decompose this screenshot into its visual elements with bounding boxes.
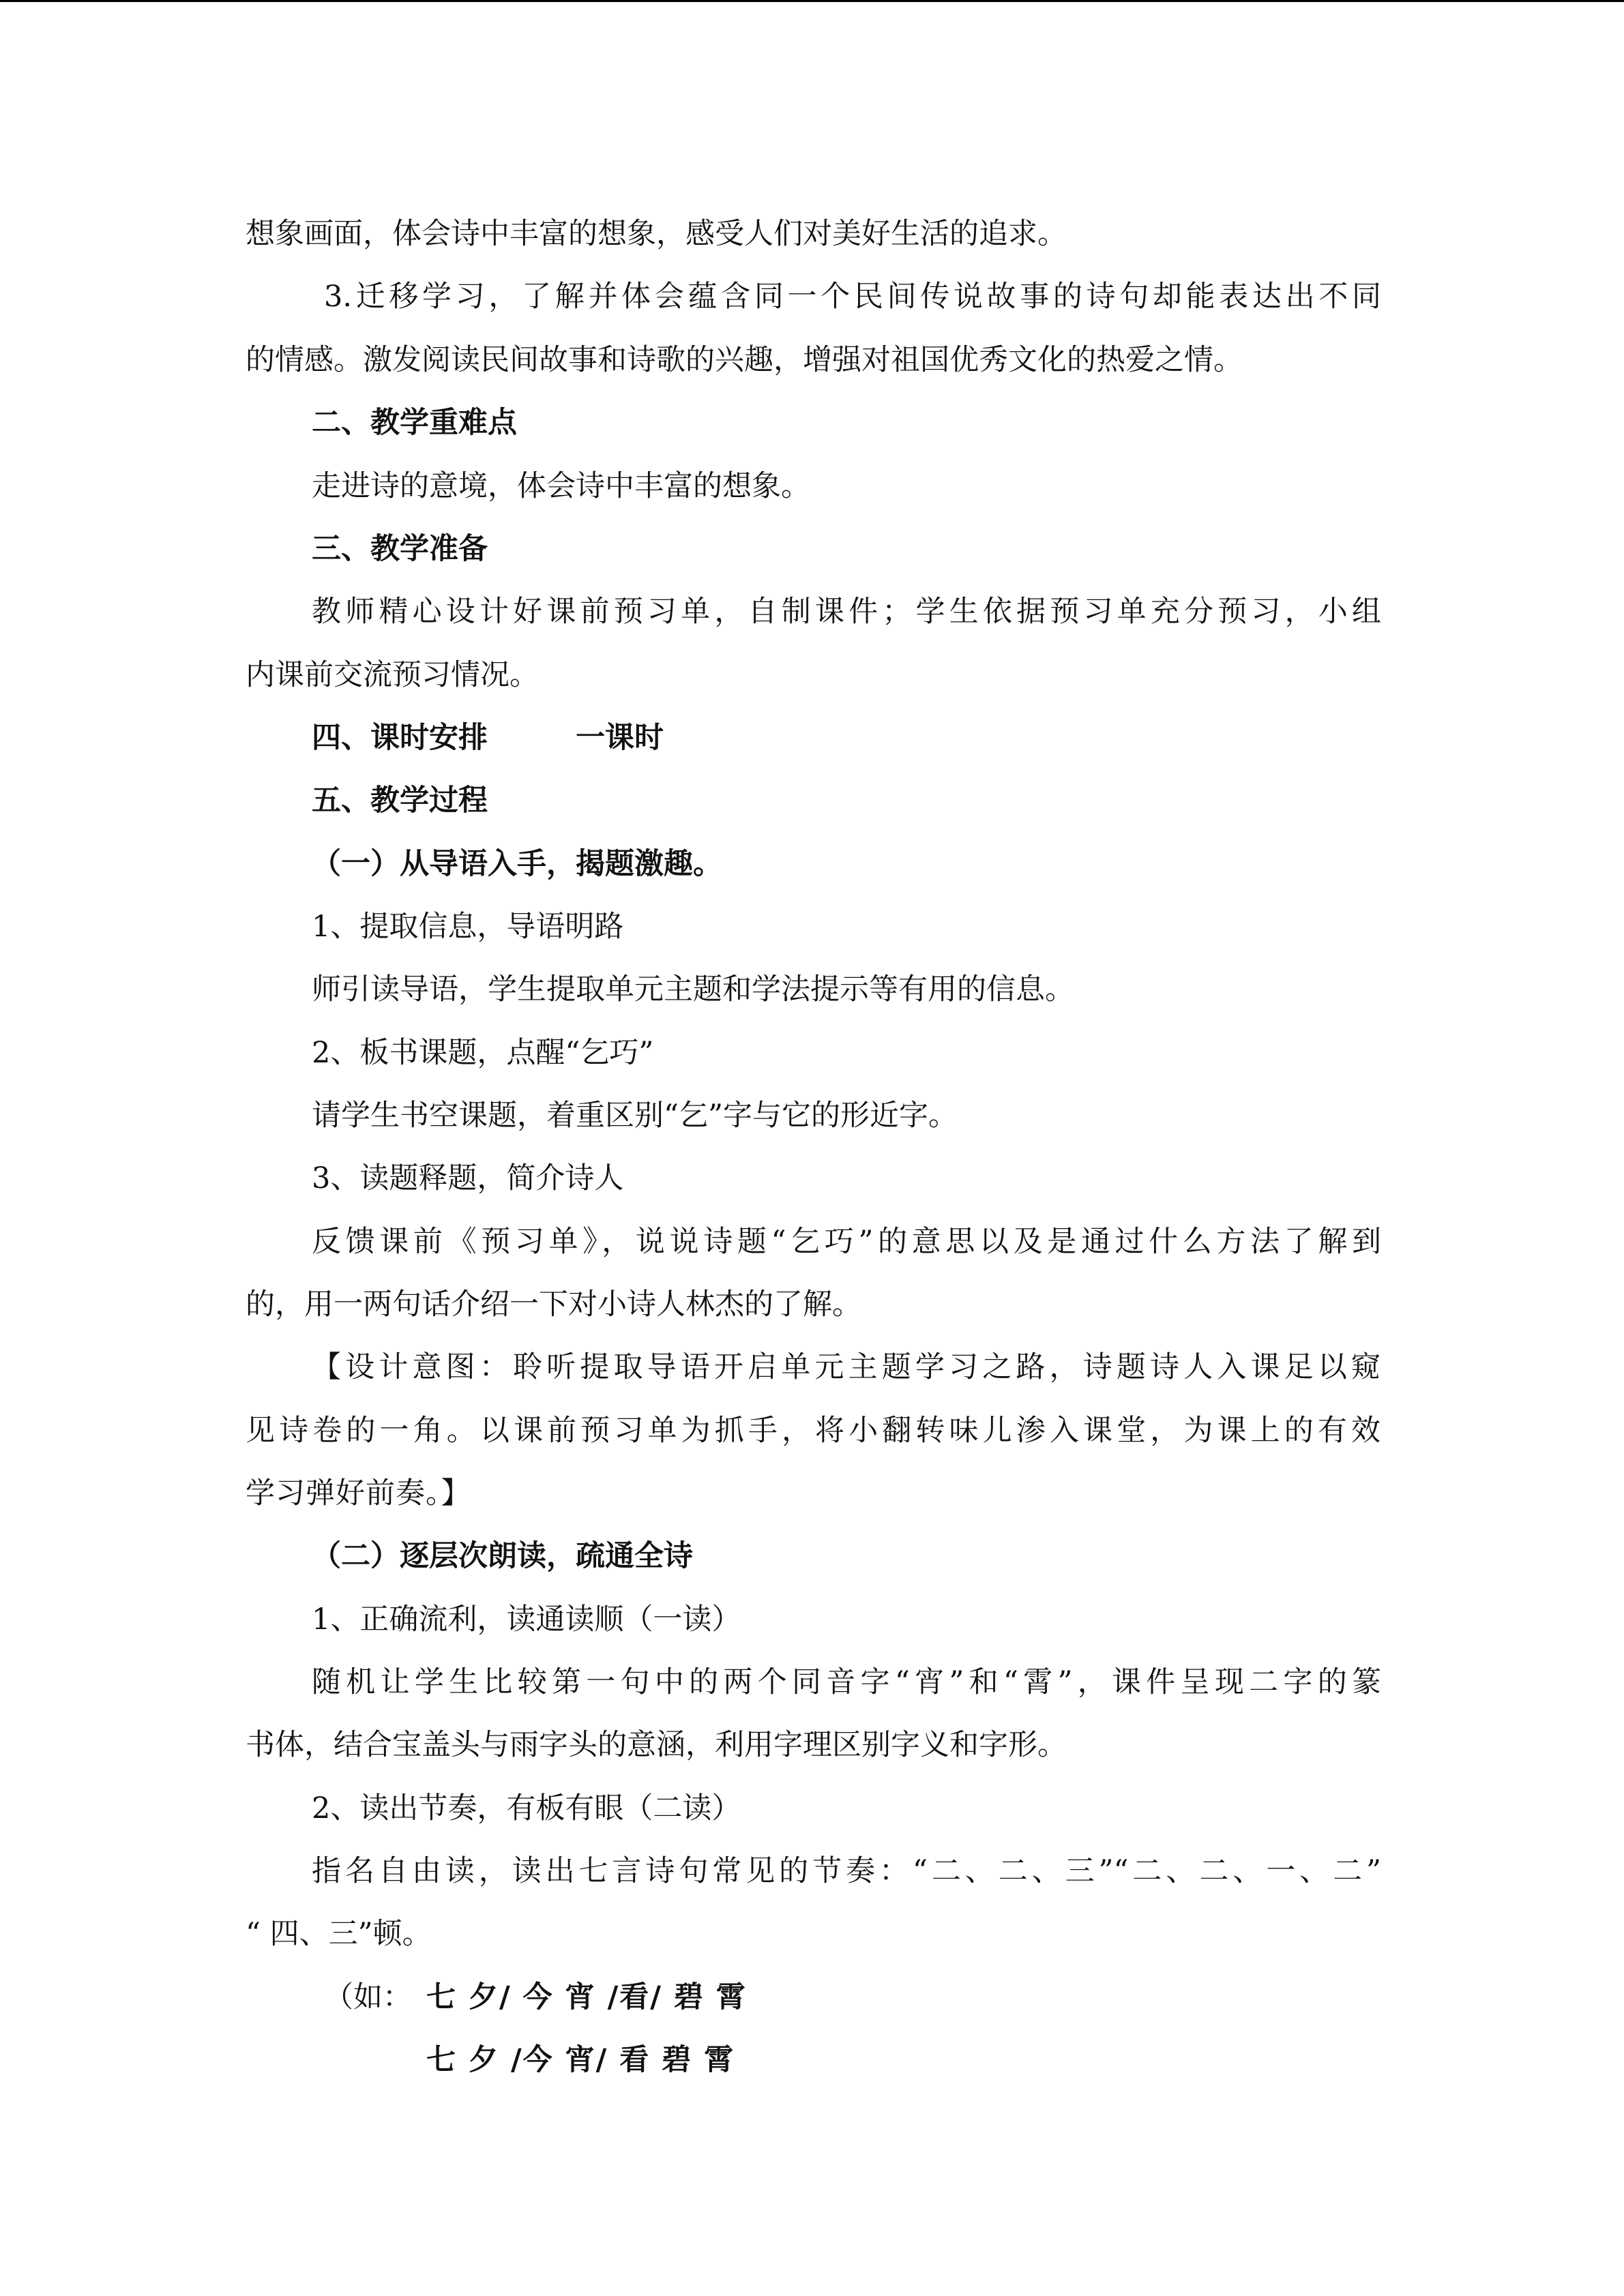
step-heading: 2、板书课题，点醒“乞巧”: [312, 1036, 654, 1070]
subsection-heading-1: （一）从导语入手，揭题激趣。: [312, 847, 722, 881]
section-heading-difficulties: 二、教学重难点: [312, 406, 517, 440]
step-heading: 2、读出节奏，有板有眼（二读）: [312, 1791, 741, 1825]
text-line: 师引读导语，学生提取单元主题和学法提示等有用的信息。: [312, 972, 1074, 1007]
text-line: 反馈课前《预习单》，说说诗题“乞巧”的意思以及是通过什么方法了解到: [312, 1225, 1381, 1259]
rhythm-example-1: 七 夕/ 今 宵 /看/ 碧 霄: [426, 1980, 747, 2014]
section-heading-process: 五、教学过程: [312, 784, 488, 818]
text-line: 内课前交流预习情况。: [246, 658, 539, 692]
step-heading: 1、正确流利，读通读顺（一读）: [312, 1602, 741, 1637]
text-line: 随机让学生比较第一句中的两个同音字“宵”和“霄”，课件呈现二字的篆: [312, 1665, 1381, 1699]
subsection-heading-2: （二）逐层次朗读，疏通全诗: [312, 1539, 693, 1573]
text-line: 想象画面，体会诗中丰富的想象，感受人们对美好生活的追求。: [246, 217, 1067, 251]
section-heading-preparation: 三、教学准备: [312, 532, 488, 566]
design-intent-note: 学习弹好前奏。】: [246, 1476, 471, 1510]
text-line: 书体，结合宝盖头与雨字头的意涵，利用字理区别字义和字形。: [246, 1728, 1067, 1762]
text-line: 走进诗的意境，体会诗中丰富的想象。: [312, 469, 810, 503]
text-line: 的，用一两句话介绍一下对小诗人林杰的了解。: [246, 1287, 861, 1322]
rhythm-example-2: 七 夕 /今 宵/ 看 碧 霄: [426, 2043, 735, 2077]
objective-3: 3.迁移学习，了解并体会蕴含同一个民间传说故事的诗句却能表达出不同: [324, 280, 1381, 314]
design-intent-note: 见诗卷的一角。以课前预习单为抓手，将小翻转味儿渗入课堂，为课上的有效: [246, 1414, 1381, 1448]
section-heading-schedule: 四、课时安排 一课时: [312, 721, 664, 755]
text-line: 指名自由读，读出七言诗句常见的节奏：“二、二、三”“二、二、一、二”: [312, 1854, 1381, 1888]
text-line: 教师精心设计好课前预习单，自制课件；学生依据预习单充分预习，小组: [312, 595, 1381, 629]
text-line: “ 四、三”顿。: [246, 1917, 432, 1951]
text-line: 的情感。激发阅读民间故事和诗歌的兴趣，增强对祖国优秀文化的热爱之情。: [246, 343, 1243, 377]
step-heading: 1、提取信息，导语明路: [312, 910, 624, 944]
design-intent-note: 【设计意图：聆听提取导语开启单元主题学习之路，诗题诗人入课足以窥: [312, 1350, 1381, 1384]
example-prefix: （如：: [324, 1980, 412, 2014]
text-line: 请学生书空课题，着重区别“乞”字与它的形近字。: [312, 1099, 958, 1133]
step-heading: 3、读题释题，简介诗人: [312, 1161, 624, 1195]
